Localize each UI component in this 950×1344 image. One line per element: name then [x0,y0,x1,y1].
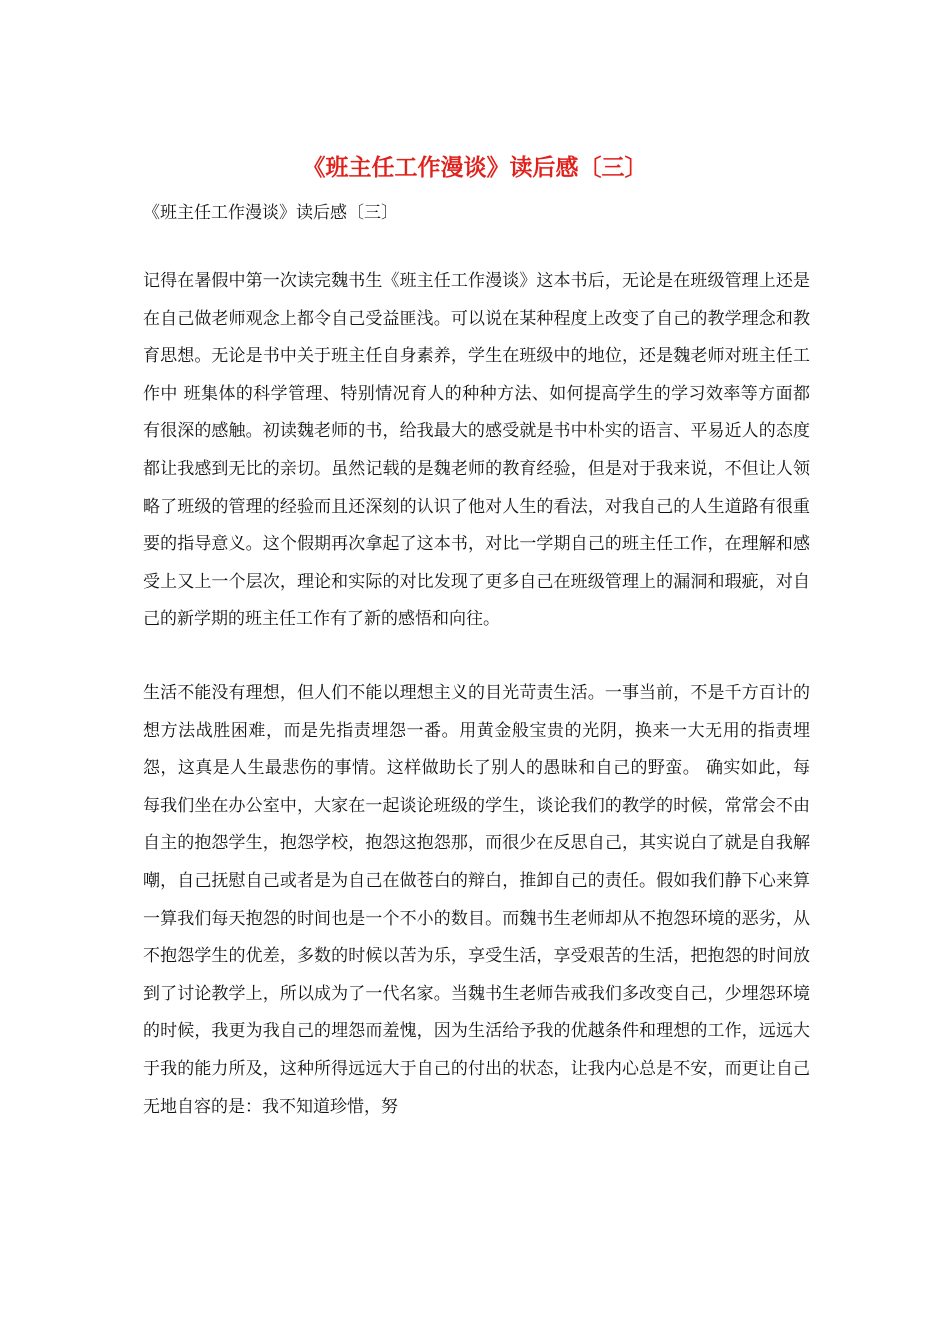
body-paragraph-2: 生活不能没有理想，但人们不能以理想主义的目光苛责生活。一事当前，不是千方百计的想方法战胜困难，而是先指责埋怨一番。用黄金般宝贵的光阴，换来一大无用的指责埋怨，这真是人生最悲伤的事情。这样做助长了别人的愚昧和自己的野蛮。 确实如此，每每我们坐在办公室中，大家在一起谈论班级的学生，谈论我们的教学的时候，常常会不由自主的抱怨学生，抱怨学校，抱怨这抱怨那，而很少在反思自己，其实说白了就是自我解嘲，自己抚慰自己或者是为自己在做苍白的辩白，推卸自己的责任。假如我们静下心来算一算我们每天抱怨的时间也是一个不小的数目。而魏书生老师却从不抱怨环境的恶劣，从不抱怨学生的优差，多数的时候以苦为乐，享受生活，享受艰苦的生活，把抱怨的时间放到了讨论教学上，所以成为了一代名家。当魏书生老师告戒我们多改变自己，少埋怨环境的时候，我更为我自己的埋怨而羞愧，因为生活给予我的优越条件和理想的工作，远远大于我的能力所及，这种所得远远大于自己的付出的状态，让我内心总是不安，而更让自己无地自容的是：我不知道珍惜，努 [143,683,810,1117]
body-paragraph-1: 记得在暑假中第一次读完魏书生《班主任工作漫谈》这本书后，无论是在班级管理上还是在自己做老师观念上都令自己受益匪浅。可以说在某种程度上改变了自己的教学理念和教育思想。无论是书中关于班主任自身素养，学生在班级中的地位，还是魏老师对班主任工作中 班集体的科学管理、特别情况育人的种种方法、如何提高学生的学习效率等方面都有很深的感触。初读魏老师的书，给我最大的感受就是书中朴实的语言、平易近人的态度都让我感到无比的亲切。虽然记载的是魏老师的教育经验，但是对于我来说，不但让人领略了班级的管理的经验而且还深刻的认识了他对人生的看法，对我自己的人生道路有很重要的指导意义。这个假期再次拿起了这本书，对比一学期自己的班主任工作，在理解和感受上又上一个层次，理论和实际的对比发现了更多自己在班级管理上的漏洞和瑕疵，对自己的新学期的班主任工作有了新的感悟和向往。 [143,271,810,630]
document-title: 《班主任工作漫谈》读后感〔三〕 [302,154,648,181]
document-subtitle: 《班主任工作漫谈》读后感〔三〕 [143,203,398,223]
